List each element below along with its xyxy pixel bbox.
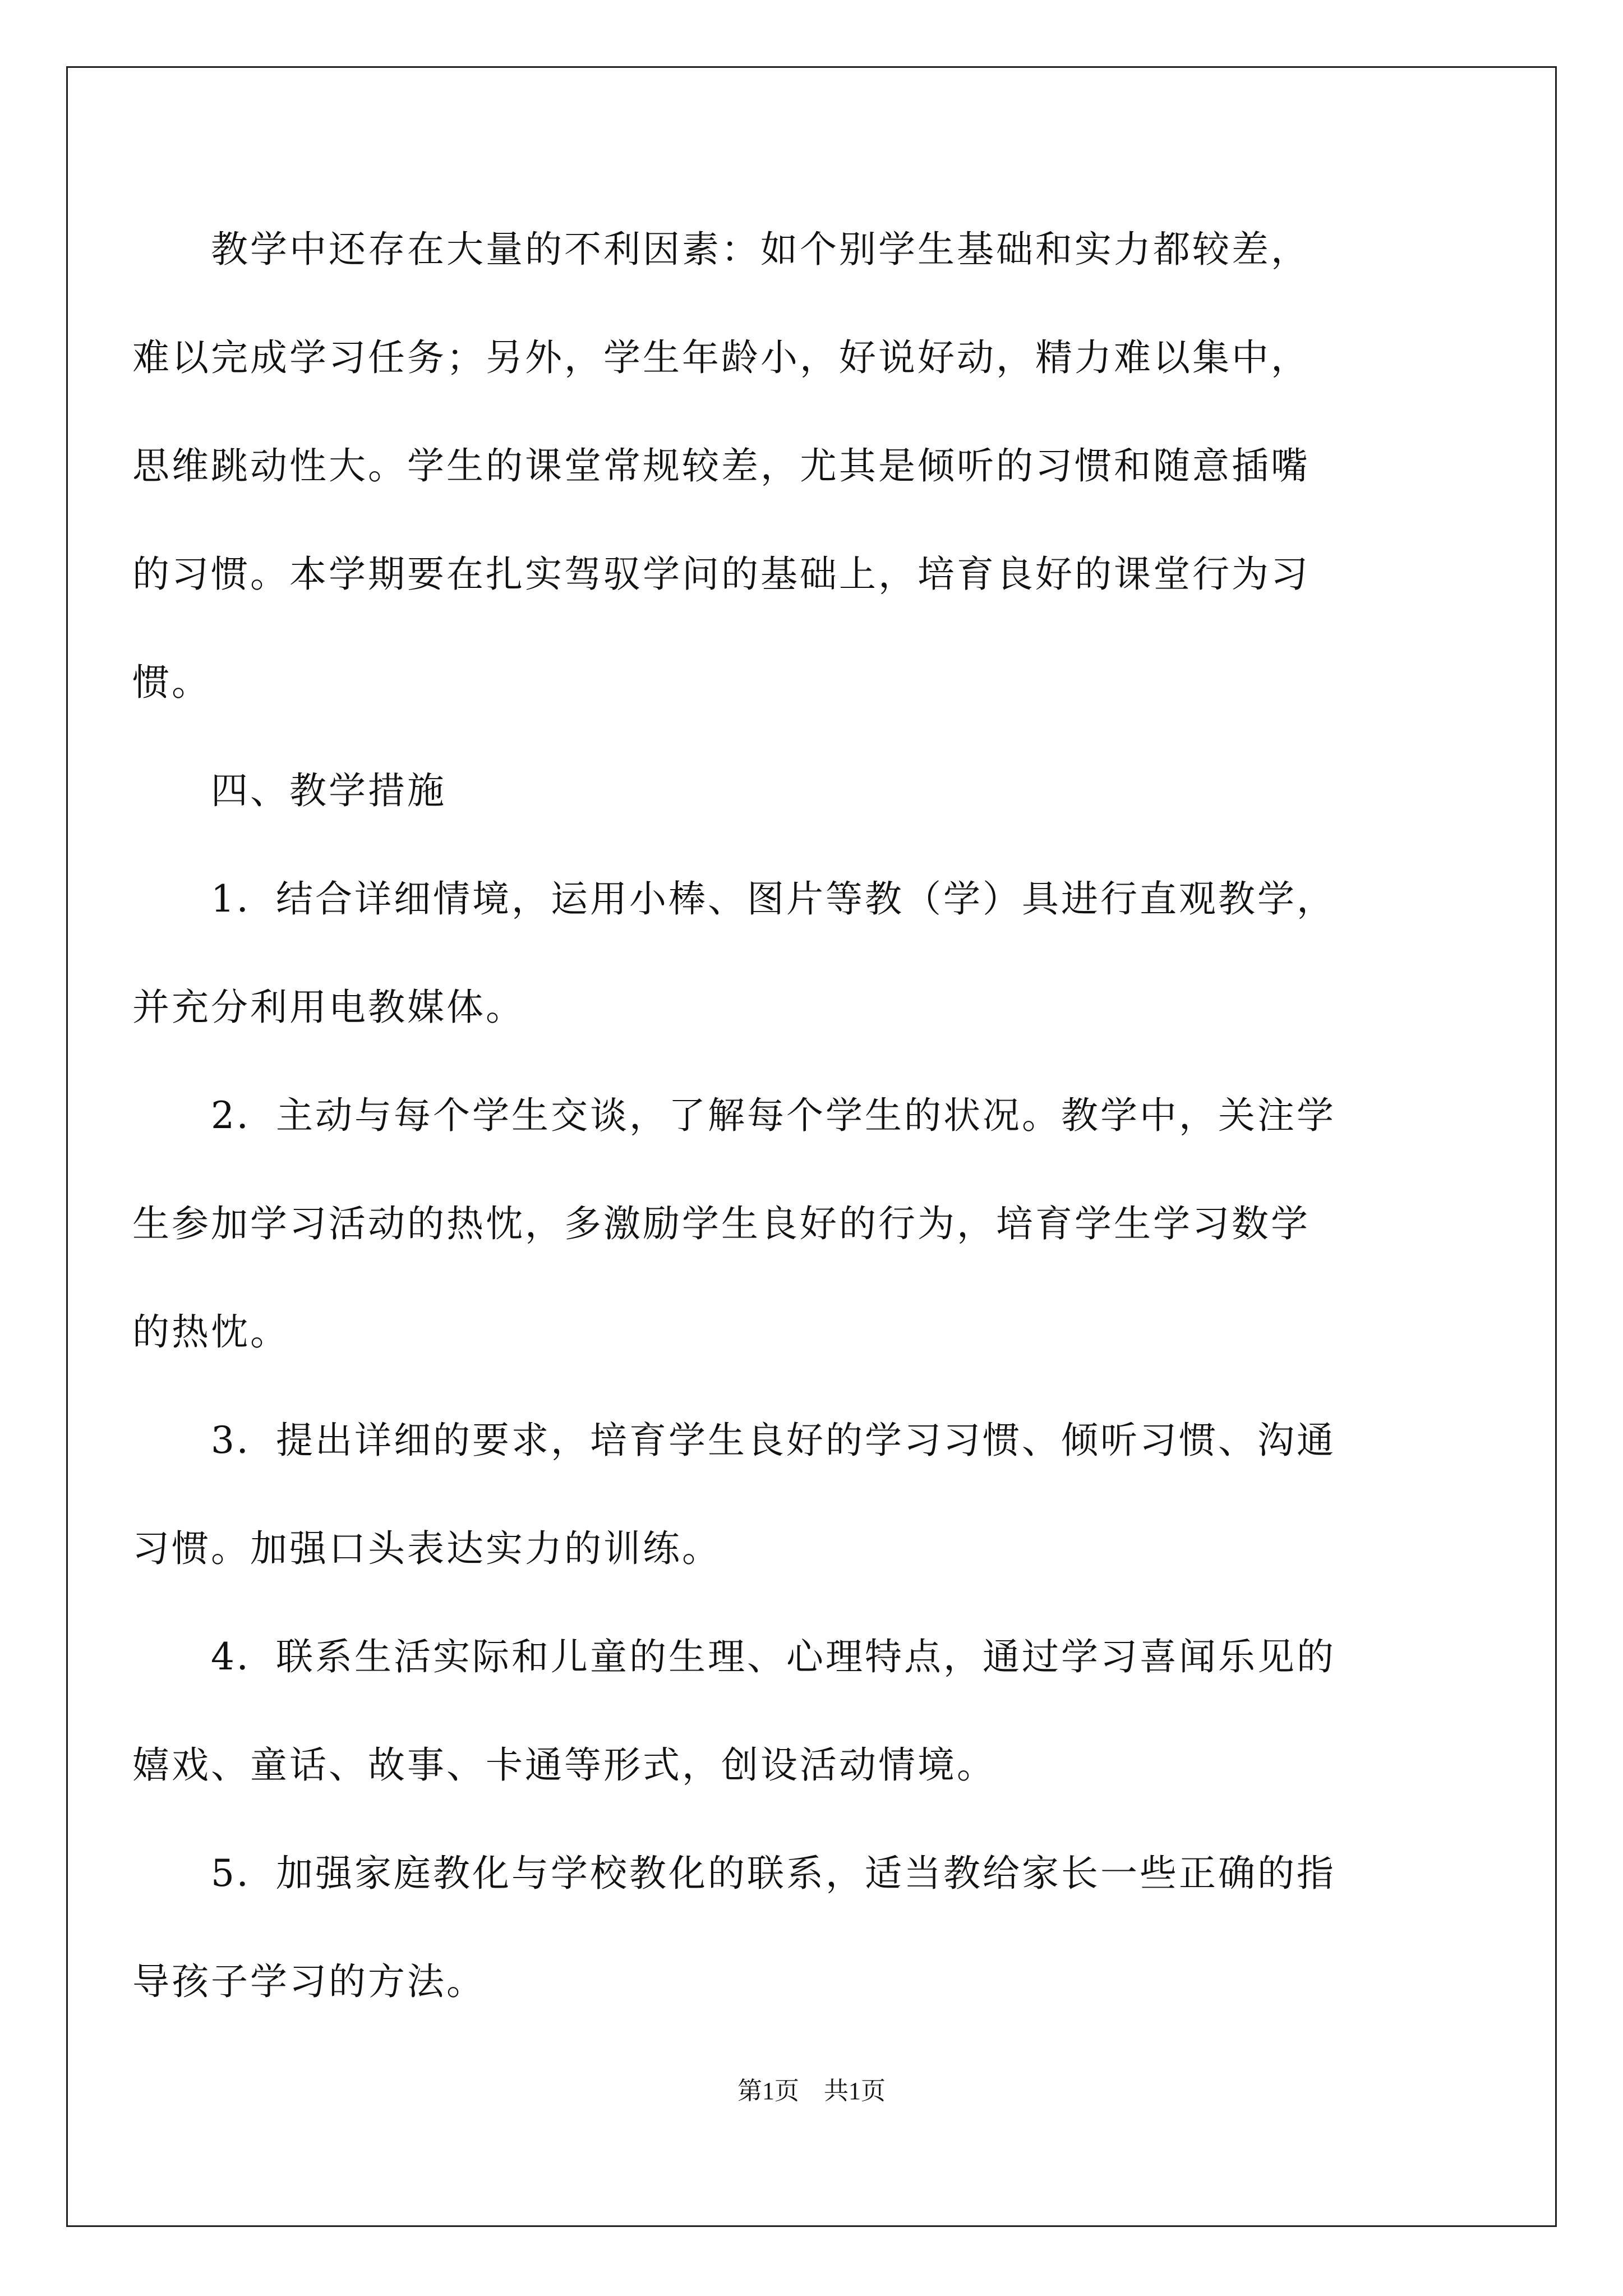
text-line: 思维跳动性大。学生的课堂常规较差，尤其是倾听的习惯和随意插嘴 — [132, 444, 1310, 487]
text-line: 3．提出详细的要求，培育学生良好的学习习惯、倾听习惯、沟通 — [132, 1419, 1336, 1462]
text-line: 难以完成学习任务；另外，学生年龄小，好说好动，精力难以集中， — [132, 336, 1310, 379]
text-line: 5．加强家庭教化与学校教化的联系，适当教给家长一些正确的指 — [132, 1852, 1336, 1895]
text-line: 嬉戏、童话、故事、卡通等形式，创设活动情境。 — [132, 1743, 996, 1787]
text-line: 的习惯。本学期要在扎实驾驭学问的基础上，培育良好的课堂行为习 — [132, 553, 1310, 596]
text-line: 导孩子学习的方法。 — [132, 1960, 486, 2003]
text-line: 1．结合详细情境，运用小棒、图片等教（学）具进行直观教学， — [132, 877, 1336, 921]
section-heading: 四、教学措施 — [132, 769, 446, 812]
text-line: 教学中还存在大量的不利因素：如个别学生基础和实力都较差， — [132, 228, 1310, 271]
text-line: 的热忱。 — [132, 1310, 289, 1354]
text-line: 4．联系生活实际和儿童的生理、心理特点，通过学习喜闻乐见的 — [132, 1635, 1336, 1678]
text-line: 并充分利用电教媒体。 — [132, 986, 525, 1029]
text-line: 2．主动与每个学生交谈，了解每个学生的状况。教学中，关注学 — [132, 1094, 1336, 1137]
page-border — [66, 66, 1557, 2227]
page-number-footer: 第1页 共1页 — [737, 2077, 886, 2105]
text-line: 习惯。加强口头表达实力的训练。 — [132, 1527, 721, 1570]
text-line: 惯。 — [132, 661, 211, 704]
text-line: 生参加学习活动的热忱，多激励学生良好的行为，培育学生学习数学 — [132, 1202, 1310, 1245]
